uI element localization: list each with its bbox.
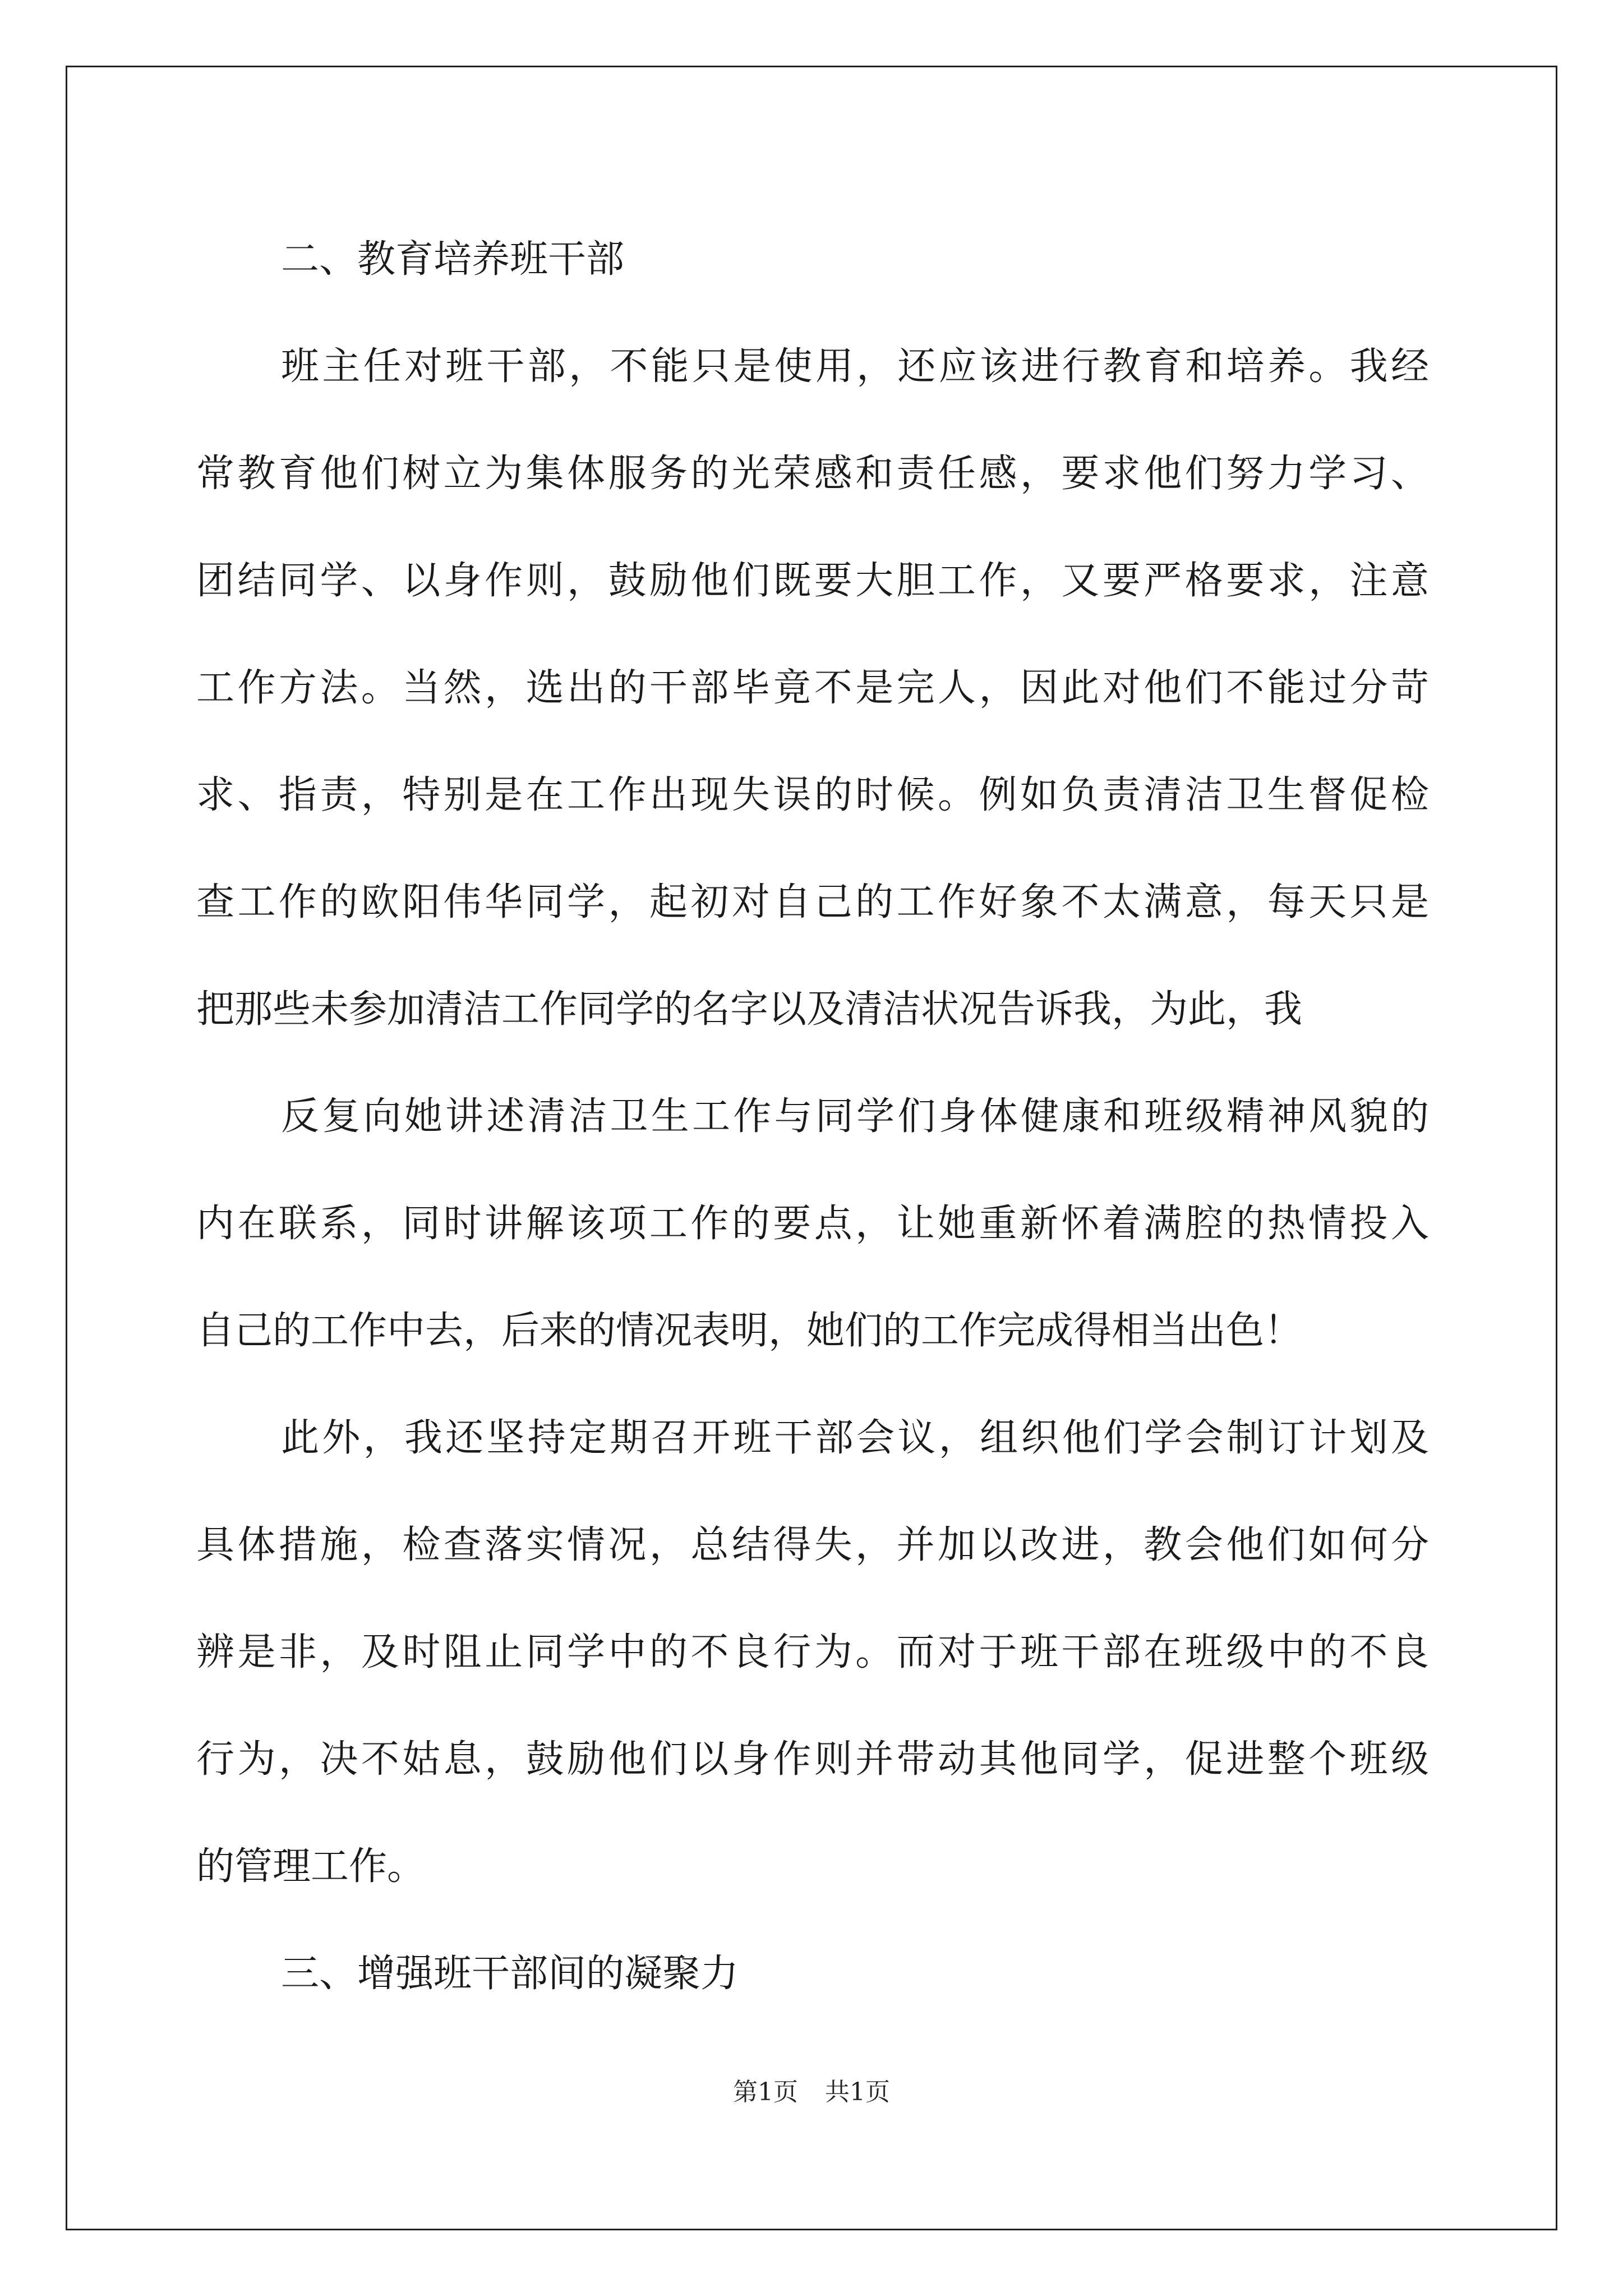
text-line: 查工作的欧阳伟华同学，起初对自己的工作好象不太满意，每天只是 xyxy=(196,880,1429,924)
text-line: 具体措施，检查落实情况，总结得失，并加以改进，教会他们如何分 xyxy=(196,1523,1429,1567)
text-line: 求、指责，特别是在工作出现失误的时候。例如负责清洁卫生督促检 xyxy=(196,773,1429,817)
text-line: 班主任对班干部，不能只是使用，还应该进行教育和培养。我经 xyxy=(281,344,1429,389)
text-line: 内在联系，同时讲解该项工作的要点，让她重新怀着满腔的热情投入 xyxy=(196,1202,1429,1246)
page-footer xyxy=(0,2076,1623,2109)
text-line: 反复向她讲述清洁卫生工作与同学们身体健康和班级精神风貌的 xyxy=(281,1094,1429,1139)
text-line: 常教育他们树立为集体服务的光荣感和责任感，要求他们努力学习、 xyxy=(196,452,1429,496)
text-line: 辨是非，及时阻止同学中的不良行为。而对于班干部在班级中的不良 xyxy=(196,1630,1429,1674)
text-line: 团结同学、以身作则，鼓励他们既要大胆工作，又要严格要求，注意 xyxy=(196,559,1429,603)
text-line: 三、增强班干部间的凝聚力 xyxy=(281,1952,739,1996)
text-line: 此外，我还坚持定期召开班干部会议，组织他们学会制订计划及 xyxy=(281,1416,1429,1460)
page-total: 共1页 xyxy=(825,2078,890,2106)
text-line: 行为，决不姑息，鼓励他们以身作则并带动其他同学，促进整个班级 xyxy=(196,1737,1429,1782)
text-line: 的管理工作。 xyxy=(196,1844,426,1889)
text-line: 把那些未参加清洁工作同学的名字以及清洁状况告诉我，为此，我 xyxy=(196,987,1303,1032)
text-line: 二、教育培养班干部 xyxy=(281,237,625,282)
text-line: 工作方法。当然，选出的干部毕竟不是完人，因此对他们不能过分苛 xyxy=(196,666,1429,710)
page-number: 第1页 xyxy=(733,2078,798,2106)
text-line: 自己的工作中去，后来的情况表明，她们的工作完成得相当出色！ xyxy=(196,1309,1303,1353)
document-body xyxy=(196,206,1429,2027)
